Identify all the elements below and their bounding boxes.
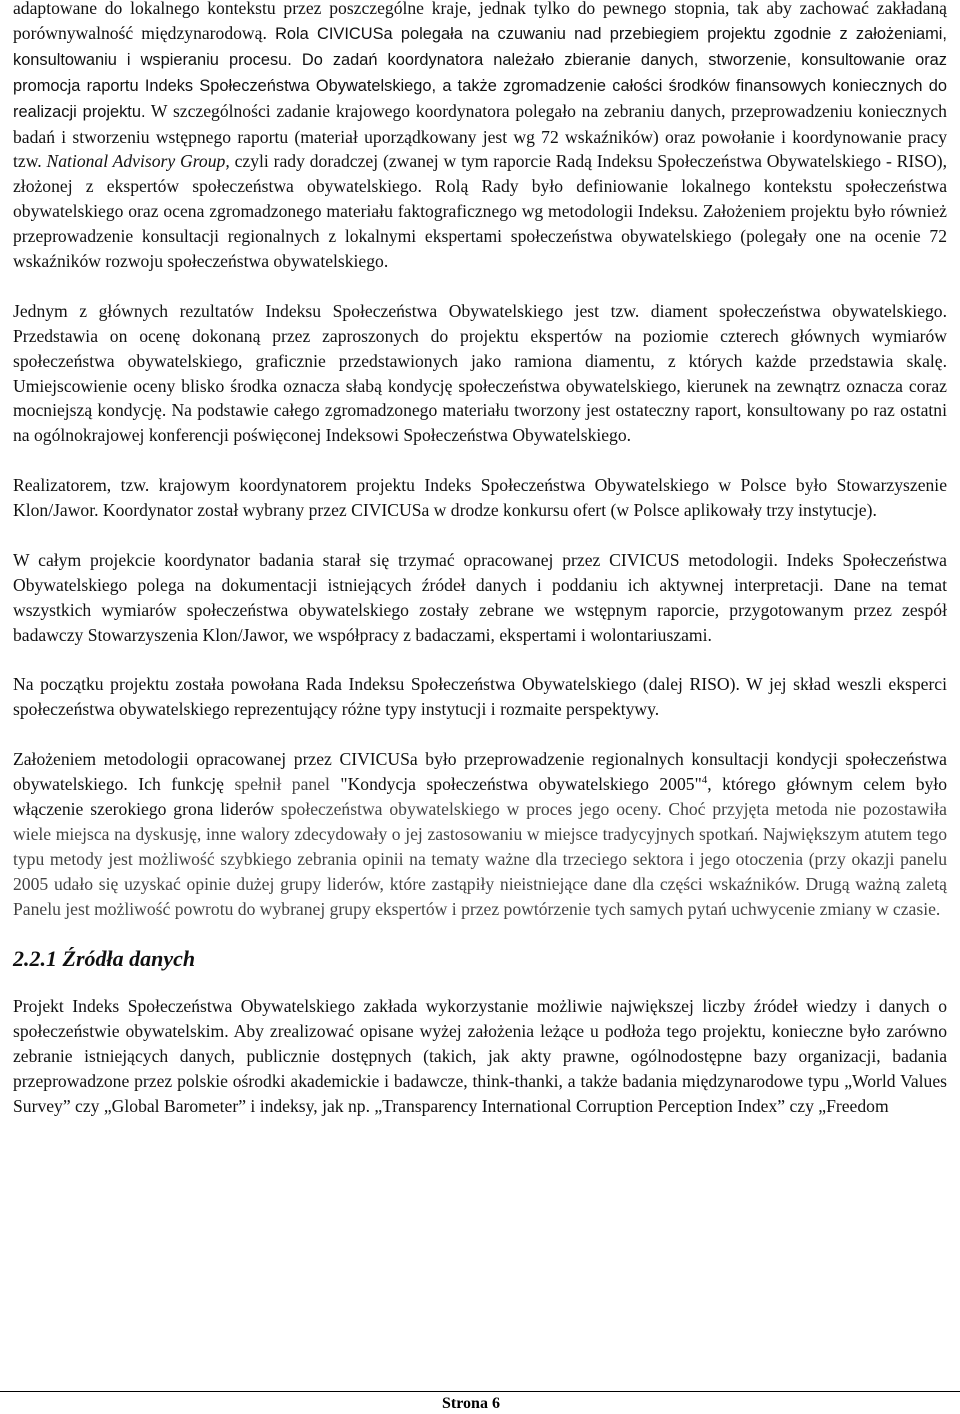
- paragraph-panel: Założeniem metodologii opracowanej przez CIVICUSa było przeprowadzenie regionalnych konsultacji kondycji społeczeństwa obywatelskiego. Ich funkcję spełnił panel "Kondycja społeczeństwa obywatelskiego 2005"$^4$, którego głównym celem było włączenie szerokiego grona liderów społeczeństwa obywatelskiego w proces jego oceny. Choć przyjęta metoda nie pozostawiła wiele miejsca na dyskusję, inne walory zdecydowały o jej zastosowaniu w miejsce tradycyjnych spotkań. Największym atutem tego typu metody jest możliwość szybkiego zebrania opinii na tematy ważne dla trzeciego sektora i jego otoczenia (przy okazji panelu 2005 udało się uzyskać opinie dużej grupy liderów, które zastąpiły nieistniejące dane dla części wskaźników. Drugą ważną zaletą Panelu jest możliwość powrotu do wybranej grupy ekspertów i przez powtórzenie tych samych pytań uchwycenie zmiany w czasie.: [13, 749, 947, 919]
- paragraph-civicus-role: adaptowane do lokalnego kontekstu przez poszczególne kraje, jednak tylko do pewnego stopnia, tak aby zachować zakładaną porównywalność międzynarodową. Rola CIVICUSa polegała na czuwaniu nad przebiegiem projektu zgodnie z założeniami, konsultowaniu i wspieraniu procesu. Do zadań koordynatora należało zbieranie danych, stworzenie, konsultowanie oraz promocja raportu Indeks Społeczeństwa Obywatelskiego, a także zgromadzenie całości środków finansowych koniecznych do realizacji projektu. W szczególności zadanie krajowego koordynatora polegało na zebraniu danych, przeprowadzeniu koniecznych badań i stworzeniu wstępnego raportu (materiał uporządkowany jest wg 72 wskaźników) oraz powołanie i koordynowanie pracy tzw. National Advisory Group, czyli rady doradczej (zwanej w tym raporcie Radą Indeksu Społeczeństwa Obywatelskiego - RISO), złożonej z ekspertów społeczeństwa obywatelskiego. Rolą Rady było definiowanie lokalnego kontekstu społeczeństwa obywatelskiego oraz ocena zgromadzonego materiału faktograficznego wg metodologii Indeksu. Założeniem projektu było również przeprowadzenie konsultacji regionalnych z lokalnymi ekspertami społeczeństwa obywatelskiego (polegały one na ocenie 72 wskaźników rozwoju społeczeństwa obywatelskiego.: [13, 0, 947, 272]
- paragraph-methodology: W całym projekcie koordynator badania starał się trzymać opracowanej przez CIVICUS metodologii. Indeks Społeczeństwa Obywatelskiego polega na dokumentacji istniejących źródeł danych i poddaniu ich aktywnej interpretacji. Dane na temat wszystkich wymiarów społeczeństwa obywatelskiego zostały zebrane we wstępnym raporcie, przygotowanym przez zespół badawczy Stowarzyszenia Klon/Jawor, we współpracy z badaczami, ekspertami i wolontariuszami.: [13, 549, 947, 645]
- document-body: [13, 0, 947, 1144]
- italic-term: National Advisory Group,: [46, 151, 230, 172]
- paragraph-diamond: Jednym z głównych rezultatów Indeksu Społeczeństwa Obywatelskiego jest tzw. diament społeczeństwa obywatelskiego. Przedstawia on ocenę dokonaną przez zaproszonych do projektu ekspertów na poziomie czterech głównych wymiarów społeczeństwa obywatelskiego, graficznie przedstawionych jako ramiona diamentu, z których każde przedstawia skalę. Umiejscowienie oceny blisko środka oznacza słabą kondycję społeczeństwa obywatelskiego, kierunek na zewnątrz oznacza coraz mocniejszą kondycję. Na podstawie całego zgromadzonego materiału tworzony jest ostateczny raport, konsultowany po raz ostatni na ogólnokrajowej konferencji poświęconej Indeksowi Społeczeństwa Obywatelskiego.: [13, 300, 947, 446]
- paragraph-riso: Na początku projektu została powołana Rada Indeksu Społeczeństwa Obywatelskiego (dalej RISO). W jej skład weszli eksperci społeczeństwa obywatelskiego reprezentujący różne typy instytucji i rozmaite perspektywy.: [13, 674, 947, 720]
- page-number: Strona 6: [442, 1395, 500, 1412]
- section-heading: 2.2.1 Źródła danych: [13, 946, 196, 972]
- footnote-ref[interactable]: 4: [701, 774, 708, 787]
- page-footer: [0, 1391, 960, 1414]
- paragraph-data-sources: Projekt Indeks Społeczeństwa Obywatelskiego zakłada wykorzystanie możliwie największej liczby źródeł wiedzy i danych o społeczeństwie obywatelskim. Aby zrealizować opisane wyżej założenia leżące u podłoża tego projektu, konieczne było zarówno zebranie istniejących danych, publicznie dostępnych (takich, jak akty prawne, ogólnodostępne bazy organizacji, badania przeprowadzone przez polskie ośrodki akademickie i badawcze, think-thanki, a także badania międzynarodowe typu „World Values Survey” czy „Global Barometer” i indeksy, jak np. „Transparency International Corruption Perception Index” czy „Freedom: [13, 996, 947, 1116]
- paragraph-coordinator: Realizatorem, tzw. krajowym koordynatorem projektu Indeks Społeczeństwa Obywatelskiego w Polsce było Stowarzyszenie Klon/Jawor. Koordynator został wybrany przez CIVICUSa w drodze konkursu ofert (w Polsce aplikowały trzy instytucje).: [13, 475, 947, 521]
